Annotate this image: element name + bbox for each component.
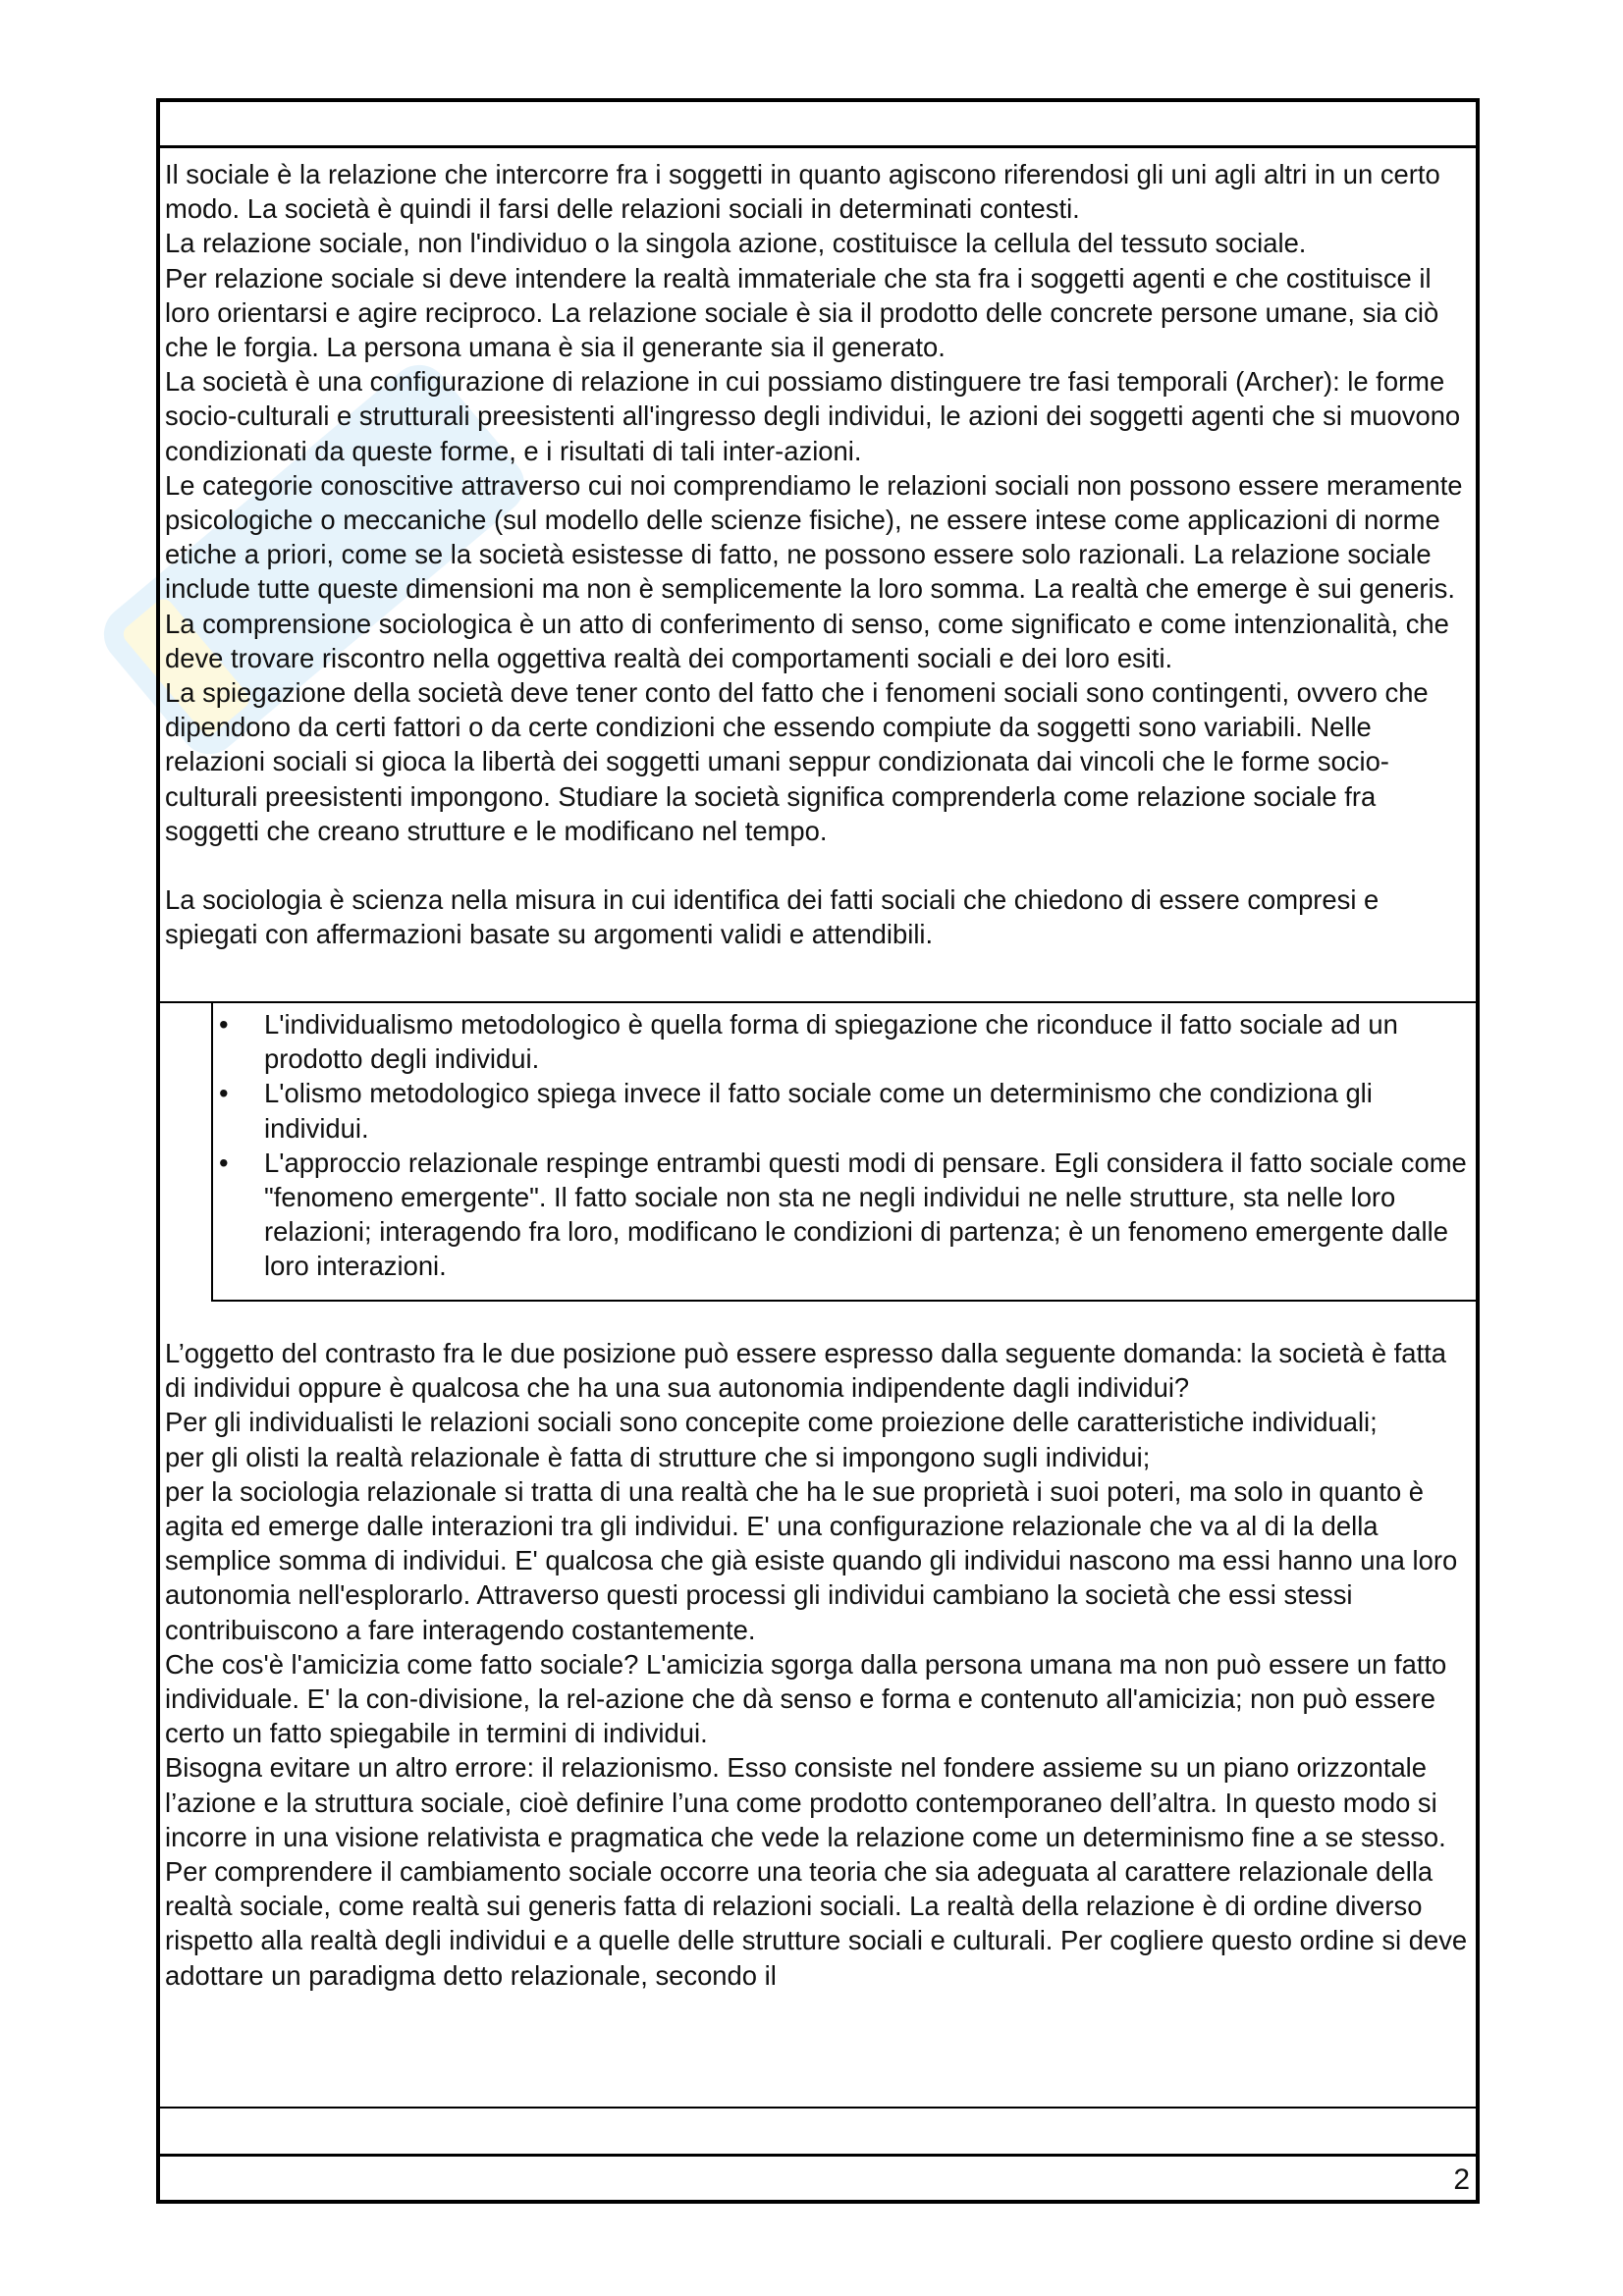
paragraph: per la sociologia relazionale si tratta di una realtà che ha le sue proprietà i suoi poteri, ma solo in quanto è agita ed emerge dalle interazioni tra gli individui. E' una configurazione relazionale che va al di la della semplice somma di individui. E' qualcosa che già esiste quando gli individui nascono ma essi hanno una loro autonomia nell'esplorarlo. Attraverso questi processi gli individui cambiano la società che essi stessi contribuiscono a fare interagendo costantemente. (165, 1475, 1458, 1645)
section-intro (160, 157, 1476, 1003)
paragraph: La spiegazione della società deve tener conto del fatto che i fenomeni sociali sono contingenti, ovvero che dipendono da certi fattori o da certe condizioni che essendo compiute da soggetti sono variabili. Nelle relazioni sociali si gioca la libertà dei soggetti umani seppur condizionata dai vincoli che le forme socio-culturali preesistenti impongono. Studiare la società significa comprenderla come relazione sociale fra soggetti che creano strutture e le modificano nel tempo. (165, 677, 1429, 846)
paragraph: Per comprendere il cambiamento sociale occorre una teoria che sia adeguata al carattere relazionale della realtà sociale, come realtà sui generis fatta di relazioni sociali. La realtà della relazione è di ordine diverso rispetto alla realtà degli individui e a quelle delle strutture sociali e culturali. Per cogliere questo ordine si deve adottare un paradigma detto relazionale, secondo il (165, 1856, 1468, 1991)
paragraph: Le categorie conoscitive attraverso cui noi comprendiamo le relazioni sociali non possono essere meramente psicologiche o meccaniche (sul modello delle scienze fisiche), ne essere intese come applicazioni di norme etiche a priori, come se la società esistesse di fatto, ne possono essere solo razionali. La relazione sociale include tutte queste dimensioni ma non è semplicemente la loro somma. La realtà che emerge è sui generis. La comprensione sociologica è un atto di conferimento di senso, come significato e come intenzionalità, che deve trovare riscontro nella oggettiva realtà dei comportamenti sociali e dei loro esiti. (165, 469, 1463, 673)
bullet-list (213, 1007, 1468, 1284)
footer-bar (160, 2154, 1476, 2200)
page-frame (156, 98, 1480, 2204)
page-number: 2 (1453, 2163, 1470, 2196)
list-item-text: L'individualismo metodologico è quella forma di spiegazione che riconduce il fatto sociale ad un prodotto degli individui. (264, 1009, 1398, 1075)
section-discussion-text (165, 1336, 1470, 1993)
paragraph: Bisogna evitare un altro errore: il relazionismo. Esso consiste nel fondere assieme su un piano orizzontale l’azione e la struttura sociale, cioè definire l’una come prodotto contemporaneo dell’altra. In questo modo si incorre in una visione relativista e pragmatica che vede la relazione come un determinismo fine a se stesso. (165, 1752, 1446, 1852)
header-bar (160, 102, 1476, 148)
paragraph: Che cos'è l'amicizia come fatto sociale? L'amicizia sgorga dalla persona umana ma non può essere un fatto individuale. E' la con-divisione, la rel-azione che dà senso e forma e contenuto all'amicizia; non può essere certo un fatto spiegabile in termini di individui. (165, 1648, 1447, 1749)
list-item (213, 1146, 1468, 1284)
paragraph: La sociologia è scienza nella misura in cui identifica dei fatti sociali che chiedono di essere compresi e spiegati con affermazioni basate su argomenti validi e attendibili. (165, 884, 1380, 950)
paragraph: Il sociale è la relazione che intercorre fra i soggetti in quanto agiscono riferendosi gli uni agli altri in un certo modo. La società è quindi il farsi delle relazioni sociali in determinati contesti. (165, 159, 1440, 225)
list-item-text: L'olismo metodologico spiega invece il fatto sociale come un determinismo che condiziona gli individui. (264, 1078, 1373, 1144)
paragraph: Per relazione sociale si deve intendere la realtà immateriale che sta fra i soggetti agenti e che costituisce il loro orientarsi e agire reciproco. La relazione sociale è sia il prodotto delle concrete persone umane, sia ciò che le forgia. La persona umana è sia il generante sia il generato. (165, 262, 1439, 363)
section-discussion (160, 1302, 1476, 2109)
bullet-icon: • (219, 1078, 229, 1109)
paragraph: per gli olisti la realtà relazionale è fatta di strutture che si impongono sugli individui; (165, 1441, 1151, 1472)
bullet-icon: • (219, 1009, 229, 1040)
paragraph: L’oggetto del contrasto fra le due posizione può essere espresso dalla seguente domanda: la società è fatta di individui oppure è qualcosa che ha una sua autonomia indipendente dagli individui? (165, 1338, 1446, 1404)
list-item (213, 1076, 1468, 1145)
bullet-list-box (211, 1003, 1476, 1302)
paragraph: La società è una configurazione di relazione in cui possiamo distinguere tre fasi temporali (Archer): le forme socio-culturali e strutturali preesistenti all'ingresso degli individui, le azioni dei soggetti agenti che si muovono condizionati da queste forme, e i risultati di tali inter-azioni. (165, 366, 1461, 466)
paragraph: Per gli individualisti le relazioni sociali sono concepite come proiezione delle caratteristiche individuali; (165, 1407, 1378, 1438)
paragraph: La relazione sociale, non l'individuo o la singola azione, costituisce la cellula del tessuto sociale. (165, 228, 1307, 259)
list-item (213, 1007, 1468, 1076)
section-intro-text (165, 157, 1470, 951)
list-item-text: L'approccio relazionale respinge entrambi questi modi di pensare. Egli considera il fatto sociale come "fenomeno emergente". Il fatto sociale non sta ne negli individui ne nelle strutture, sta nelle loro relazioni; interagendo fra loro, modificano le condizioni di partenza; è un fenomeno emergente dalle loro interazioni. (264, 1147, 1467, 1282)
bullet-icon: • (219, 1147, 229, 1178)
